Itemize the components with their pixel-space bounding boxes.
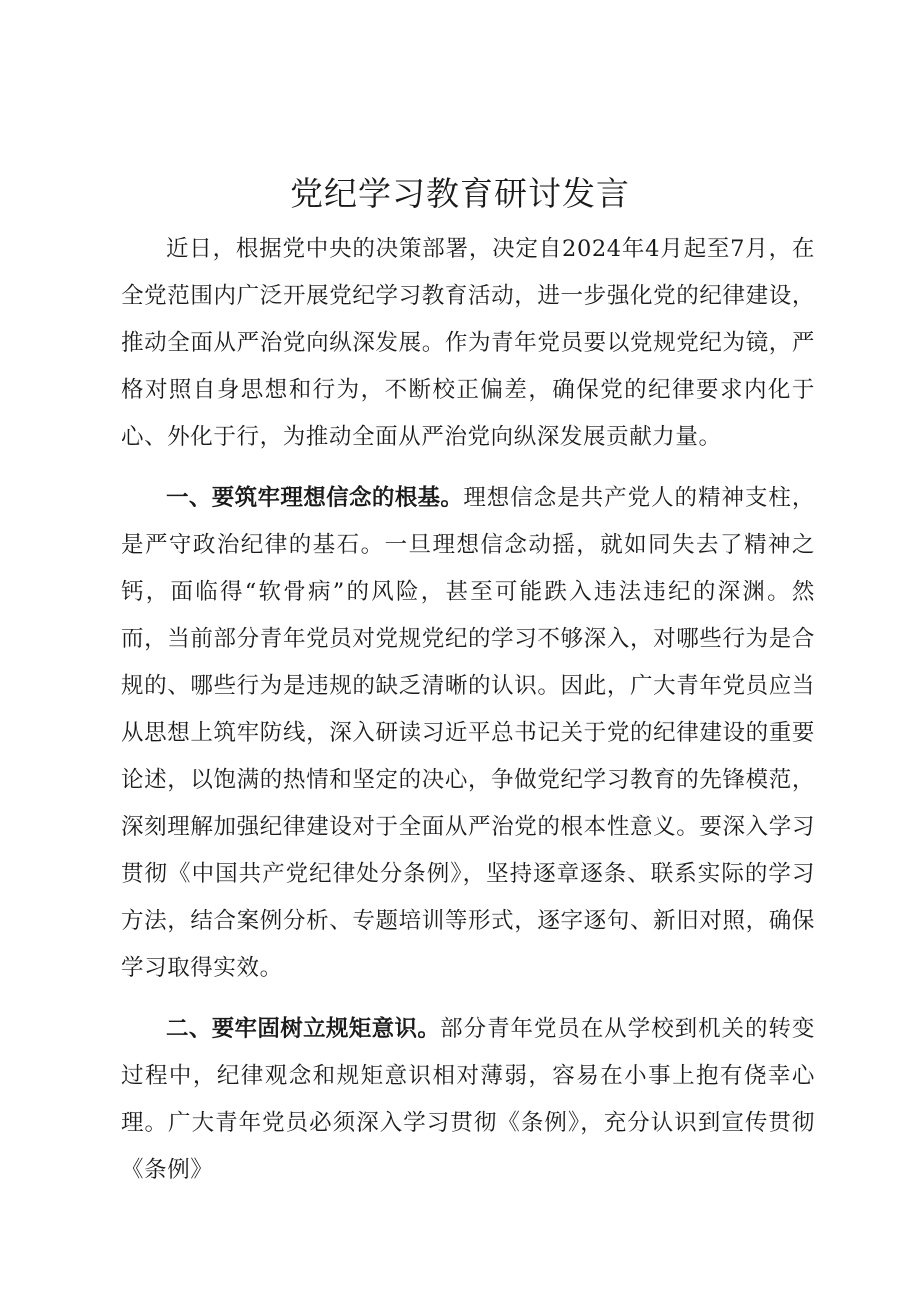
section-2-paragraph [121, 1006, 815, 1194]
section-1-paragraph [121, 475, 815, 992]
section-1-heading: 一、要筑牢理想信念的根基。 [166, 485, 464, 511]
document-body [121, 226, 815, 1208]
document-title: 党纪学习教育研讨发言 [290, 174, 630, 213]
intro-paragraph: 近日，根据党中央的决策部署，决定自2024年4月起至7月，在全党范围内广泛开展党纪学习教育活动，进一步强化党的纪律建设，推动全面从严治党向纵深发展。作为青年党员要以党规党纪为镜，严格对照自身思想和行为，不断校正偏差，确保党的纪律要求内化于心、外化于行，为推动全面从严治党向纵深发展贡献力量。 [121, 236, 815, 450]
section-2-text: 部分青年党员在从学校到机关的转变过程中，纪律观念和规矩意识相对薄弱，容易在小事上抱有侥幸心理。广大青年党员必须深入学习贯彻《条例》，充分认识到宣传贯彻《条例》 [121, 1016, 815, 1183]
section-1-text: 理想信念是共产党人的精神支柱，是严守政治纪律的基石。一旦理想信念动摇，就如同失去了精神之钙，面临得“软骨病”的风险，甚至可能跌入违法违纪的深渊。然而，当前部分青年党员对党规党纪的学习不够深入，对哪些行为是合规的、哪些行为是违规的缺乏清晰的认识。因此，广大青年党员应当从思想上筑牢防线，深入研读习近平总书记关于党的纪律建设的重要论述，以饱满的热情和坚定的决心，争做党纪学习教育的先锋模范，深刻理解加强纪律建设对于全面从严治党的根本性意义。要深入学习贯彻《中国共产党纪律处分条例》，坚持逐章逐条、联系实际的学习方法，结合案例分析、专题培训等形式，逐字逐句、新旧对照，确保学习取得实效。 [121, 485, 815, 981]
section-2-heading: 二、要牢固树立规矩意识。 [166, 1016, 441, 1042]
